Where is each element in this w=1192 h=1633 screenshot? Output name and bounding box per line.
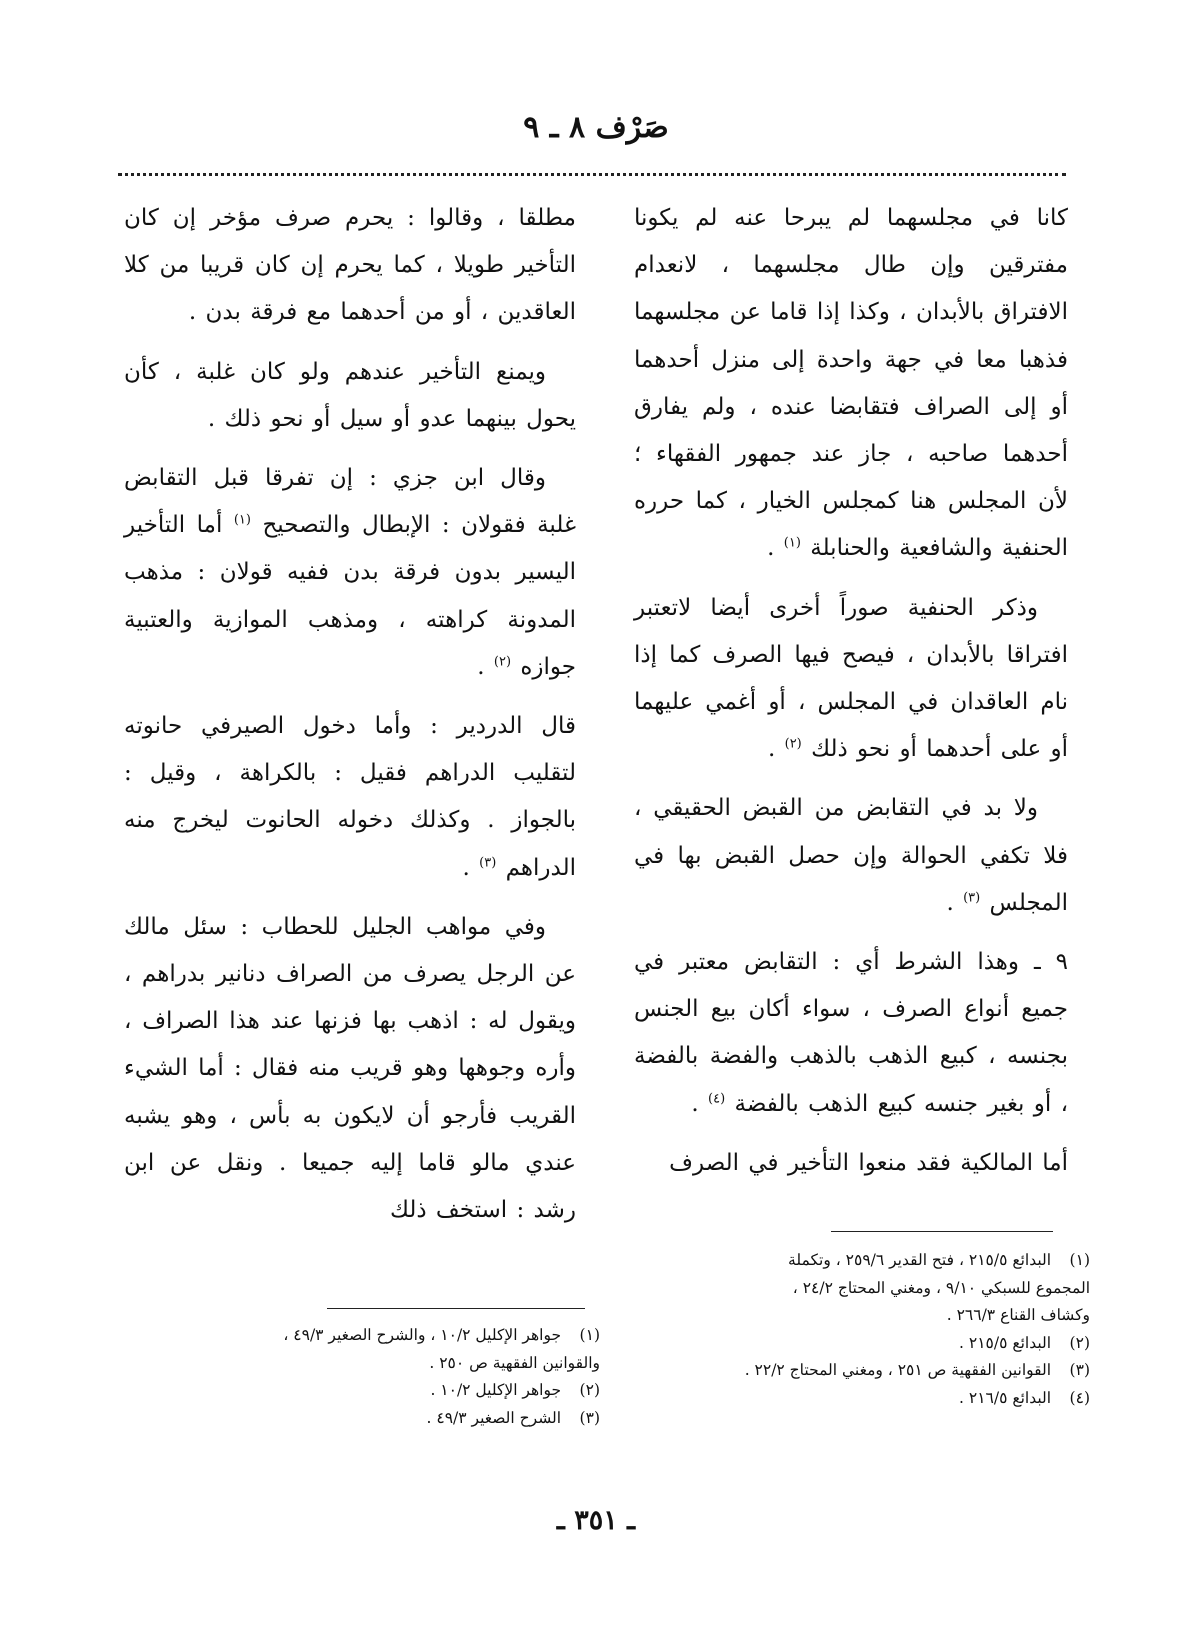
footnote-ref: (٤) [708, 1091, 726, 1106]
footnote-ref: (٣) [963, 890, 981, 906]
footnote-separator-right [831, 1231, 1053, 1232]
footnote: (١) جواهر الإكليل ١٠/٢ ، والشرح الصغير ٤٩/٣ ، [283, 1326, 600, 1344]
footnote-continuation: والقوانين الفقهية ص ٢٥٠ . [429, 1353, 600, 1372]
right-text-column [634, 195, 1068, 1199]
paragraph: وذكر الحنفية صوراً أخرى أيضا لاتعتبر افتراقا بالأبدان ، فيصح فيها الصرف كما إذا نام العاقدان في المجلس ، أو أغمي عليهما أو على أحدهما أو نحو ذلك $^{(٢)}$ . [634, 594, 1068, 763]
footnote-ref: (٢) [784, 736, 802, 752]
footnote-continuation: وكشاف القناع ٢٦٦/٣ . [946, 1306, 1090, 1324]
paragraph: ويمنع التأخير عندهم ولو كان غلبة ، كأن يحول بينهما عدو أو سيل أو نحو ذلك . [124, 358, 576, 432]
footnote: (٣) الشرح الصغير ٤٩/٣ . [426, 1408, 600, 1427]
left-text-column [124, 195, 576, 1246]
page-header-title: صَرْف ٨ ـ ٩ [523, 110, 669, 145]
footnote: (٣) القوانين الفقهية ص ٢٥١ ، ومغني المحتاج ٢٢/٢ . [744, 1361, 1090, 1379]
footnote-separator-left [327, 1308, 585, 1309]
page-number: ـ ٣٥١ ـ [556, 1505, 636, 1536]
footnotes-right [640, 1247, 1090, 1412]
footnote: (١) البدائع ٢١٥/٥ ، فتح القدير ٢٥٩/٦ ، وتكملة [788, 1251, 1090, 1269]
paragraph: كانا في مجلسهما لم يبرحا عنه لم يكونا مفترقين وإن طال مجلسهما ، لانعدام الافتراق بالأبدان ، وكذا إذا قاما عن مجلسهما فذهبا معا في جهة واحدة إلى منزل أحدهما أو إلى الصراف فتقابضا عنده ، ولم يفارق أحدهما صاحبه ، جاز عند جمهور الفقهاء ؛ لأن المجلس هنا كمجلس الخيار ، كما حرره الحنفية والشافعية والحنابلة $^{(١)}$ . [634, 205, 1068, 562]
footnote-ref: (٣) [479, 854, 497, 870]
footnote: (٤) البدائع ٢١٦/٥ . [959, 1388, 1090, 1407]
paragraph: قال الدردير : وأما دخول الصيرفي حانوته لتقليب الدراهم فقيل : بالكراهة ، وقيل : بالجواز . وكذلك دخوله الحانوت ليخرج منه الدراهم $^{(٣)}$ . [124, 713, 576, 881]
paragraph: وفي مواهب الجليل للحطاب : سئل مالك عن الرجل يصرف من الصراف دنانير بدراهم ، ويقول له : اذهب بها فزنها عند هذا الصراف ، وأره وجوهها وهو قريب منه فقال : أما الشيء القريب فأرجو أن لايكون به بأس ، وهو يشبه عندي مالو قاما إليه جميعا . ونقل عن ابن رشد : استخف ذلك [124, 913, 576, 1224]
footnote: (٢) البدائع ٢١٥/٥ . [959, 1333, 1090, 1352]
paragraph: وقال ابن جزي : إن تفرقا قبل التقابض غلبة فقولان : الإبطال والتصحيح $^{(١)}$ أما التأخير اليسير بدون فرقة بدن ففيه قولان : مذهب المدونة كراهته ، ومذهب الموازية والعتبية جوازه $^{(٢)}$ . [124, 465, 576, 680]
footnote-ref: (٢) [493, 654, 512, 670]
footnote: (٢) جواهر الإكليل ١٠/٢ . [430, 1381, 600, 1399]
footnote-continuation: المجموع للسبكي ٩/١٠ ، ومغني المحتاج ٢٤/٢ ، [792, 1278, 1090, 1297]
footnote-ref: (١) [233, 512, 251, 528]
footnotes-left [130, 1322, 600, 1432]
paragraph: مطلقا ، وقالوا : يحرم صرف مؤخر إن كان التأخير طويلا ، كما يحرم إن كان قريبا من كلا العاقدين ، أو من أحدهما مع فرقة بدن . [124, 205, 576, 326]
paragraph: أما المالكية فقد منعوا التأخير في الصرف [669, 1149, 1068, 1176]
header-dotted-rule [118, 173, 1066, 176]
paragraph: ولا بد في التقابض من القبض الحقيقي ، فلا تكفي الحوالة وإن حصل القبض بها في المجلس $^{(٣)}$ . [634, 795, 1068, 916]
footnote-ref: (١) [783, 535, 801, 551]
paragraph-section-9: ٩ ـ وهذا الشرط أي : التقابض معتبر في جميع أنواع الصرف ، سواء أكان بيع الجنس بجنسه ، كبيع الذهب بالذهب والفضة بالفضة ، أو بغير جنسه كبيع الذهب بالفضة $^{(٤)}$ . [634, 949, 1068, 1117]
